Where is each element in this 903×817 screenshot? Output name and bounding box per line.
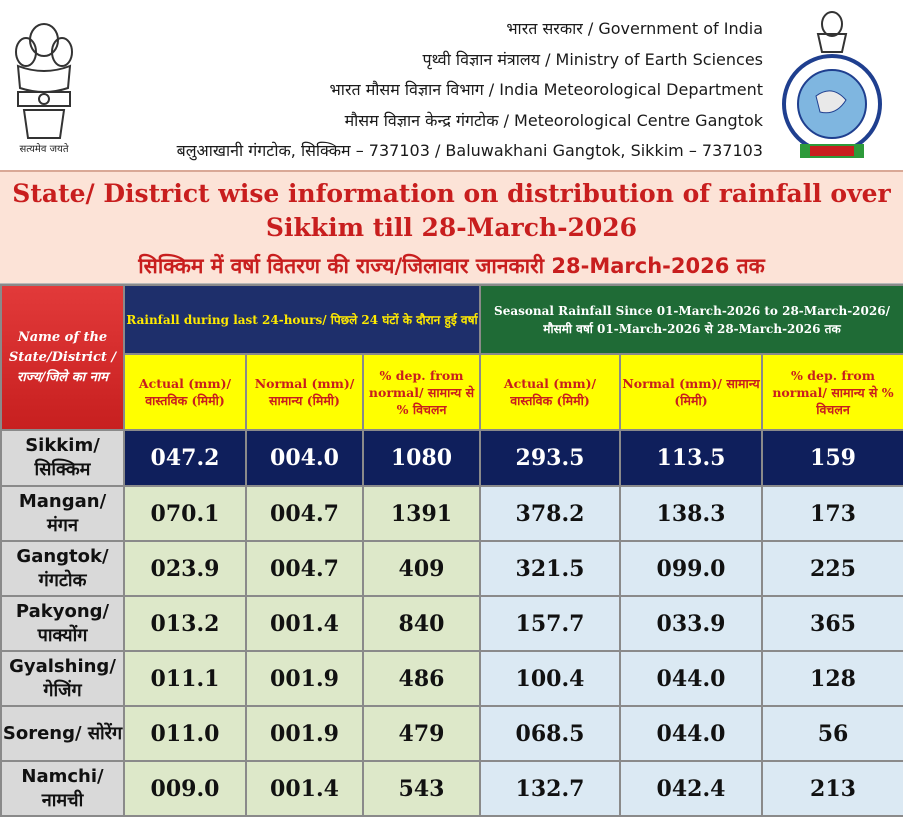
cell-24h-departure: 840 (363, 596, 480, 651)
org-line-ministry: पृथ्वी विज्ञान मंत्रालय / Ministry of Earth Sciences (422, 49, 763, 69)
name-column-header: Name of the State/District / राज्य/जिले का नाम (1, 285, 124, 430)
table-row-sikkim (1, 430, 903, 486)
cell-seasonal-normal: 138.3 (620, 486, 762, 541)
cell-seasonal-normal: 042.4 (620, 761, 762, 816)
row-name: Pakyong/ पाक्योंग (1, 596, 124, 651)
cell-seasonal-actual: 378.2 (480, 486, 620, 541)
group-header-seasonal: Seasonal Rainfall Since 01-March-2026 to 28-March-2026/ मौसमी वर्षा 01-March-2026 से 28-March-2026 तक (480, 285, 903, 354)
row-name: Mangan/ मंगन (1, 486, 124, 541)
table-row-pakyong (1, 596, 903, 651)
title-hindi: सिक्किम में वर्षा वितरण की राज्य/जिलावार जानकारी 28-March-2026 तक (138, 254, 765, 278)
group-header-24h: Rainfall during last 24-hours/ पिछले 24 घंटों के दौरान हुई वर्षा (124, 285, 480, 354)
title-band-english (0, 170, 903, 251)
cell-24h-departure: 543 (363, 761, 480, 816)
cell-seasonal-actual: 132.7 (480, 761, 620, 816)
emblem-caption: सत्यमेव जयते (19, 144, 69, 155)
row-name: Soreng/ सोरेंग (1, 706, 124, 761)
cell-seasonal-actual: 068.5 (480, 706, 620, 761)
cell-seasonal-departure: 128 (762, 651, 903, 706)
cell-24h-departure: 1080 (363, 430, 480, 486)
cell-seasonal-departure: 159 (762, 430, 903, 486)
cell-seasonal-normal: 033.9 (620, 596, 762, 651)
sub-header-24h-normal: Normal (mm)/ सामान्य (मिमी) (246, 354, 363, 430)
cell-24h-actual: 011.0 (124, 706, 246, 761)
cell-seasonal-departure: 213 (762, 761, 903, 816)
org-line-centre: मौसम विज्ञान केन्द्र गंगटोक / Meteorological Centre Gangtok (344, 110, 763, 130)
org-line-address: बलुआखानी गंगटोक, सिक्किम – 737103 / Baluwakhani Gangtok, Sikkim – 737103 (176, 141, 763, 160)
title-english-line1: State/ District wise information on distribution of rainfall over (12, 179, 891, 208)
cell-seasonal-departure: 365 (762, 596, 903, 651)
cell-24h-normal: 004.7 (246, 486, 363, 541)
title-english-line2: Sikkim till 28-March-2026 (265, 213, 638, 242)
cell-24h-actual: 023.9 (124, 541, 246, 596)
cell-24h-actual: 070.1 (124, 486, 246, 541)
cell-24h-normal: 004.7 (246, 541, 363, 596)
cell-24h-normal: 001.9 (246, 706, 363, 761)
cell-seasonal-departure: 225 (762, 541, 903, 596)
sub-header-24h-actual: Actual (mm)/ वास्तविक (मिमी) (124, 354, 246, 430)
cell-seasonal-normal: 044.0 (620, 651, 762, 706)
cell-24h-normal: 001.4 (246, 596, 363, 651)
cell-24h-departure: 409 (363, 541, 480, 596)
row-name: Namchi/ नामची (1, 761, 124, 816)
cell-seasonal-normal: 099.0 (620, 541, 762, 596)
cell-24h-departure: 479 (363, 706, 480, 761)
page-header (0, 0, 903, 170)
row-name: Gyalshing/ गेजिंग (1, 651, 124, 706)
cell-seasonal-normal: 113.5 (620, 430, 762, 486)
table-row-gyalshing (1, 651, 903, 706)
cell-24h-normal: 001.4 (246, 761, 363, 816)
table-row-mangan (1, 486, 903, 541)
row-name: Sikkim/ सिक्किम (1, 430, 124, 486)
rainfall-table (0, 284, 903, 817)
cell-24h-departure: 486 (363, 651, 480, 706)
cell-seasonal-departure: 173 (762, 486, 903, 541)
title-band-hindi (0, 249, 903, 285)
cell-seasonal-actual: 157.7 (480, 596, 620, 651)
cell-24h-actual: 009.0 (124, 761, 246, 816)
cell-24h-actual: 011.1 (124, 651, 246, 706)
cell-24h-normal: 004.0 (246, 430, 363, 486)
table-row-namchi (1, 761, 903, 816)
national-emblem-icon (8, 8, 80, 158)
sub-header-seasonal-actual: Actual (mm)/ वास्तविक (मिमी) (480, 354, 620, 430)
table-row-gangtok (1, 541, 903, 596)
cell-seasonal-actual: 100.4 (480, 651, 620, 706)
sub-header-seasonal-normal: Normal (mm)/ सामान्य (मिमी) (620, 354, 762, 430)
imd-logo-icon (776, 4, 888, 166)
cell-24h-normal: 001.9 (246, 651, 363, 706)
cell-24h-actual: 013.2 (124, 596, 246, 651)
sub-header-seasonal-departure: % dep. from normal/ सामान्य से % विचलन (762, 354, 903, 430)
organization-lines (177, 14, 763, 167)
org-line-department: भारत मौसम विज्ञान विभाग / India Meteorological Department (329, 80, 763, 99)
sub-header-24h-departure: % dep. from normal/ सामान्य से % विचलन (363, 354, 480, 430)
table-row-soreng (1, 706, 903, 761)
cell-seasonal-actual: 321.5 (480, 541, 620, 596)
row-name: Gangtok/ गंगटोक (1, 541, 124, 596)
cell-seasonal-actual: 293.5 (480, 430, 620, 486)
cell-seasonal-departure: 56 (762, 706, 903, 761)
cell-seasonal-normal: 044.0 (620, 706, 762, 761)
cell-24h-departure: 1391 (363, 486, 480, 541)
cell-24h-actual: 047.2 (124, 430, 246, 486)
org-line-government: भारत सरकार / Government of India (506, 19, 763, 38)
